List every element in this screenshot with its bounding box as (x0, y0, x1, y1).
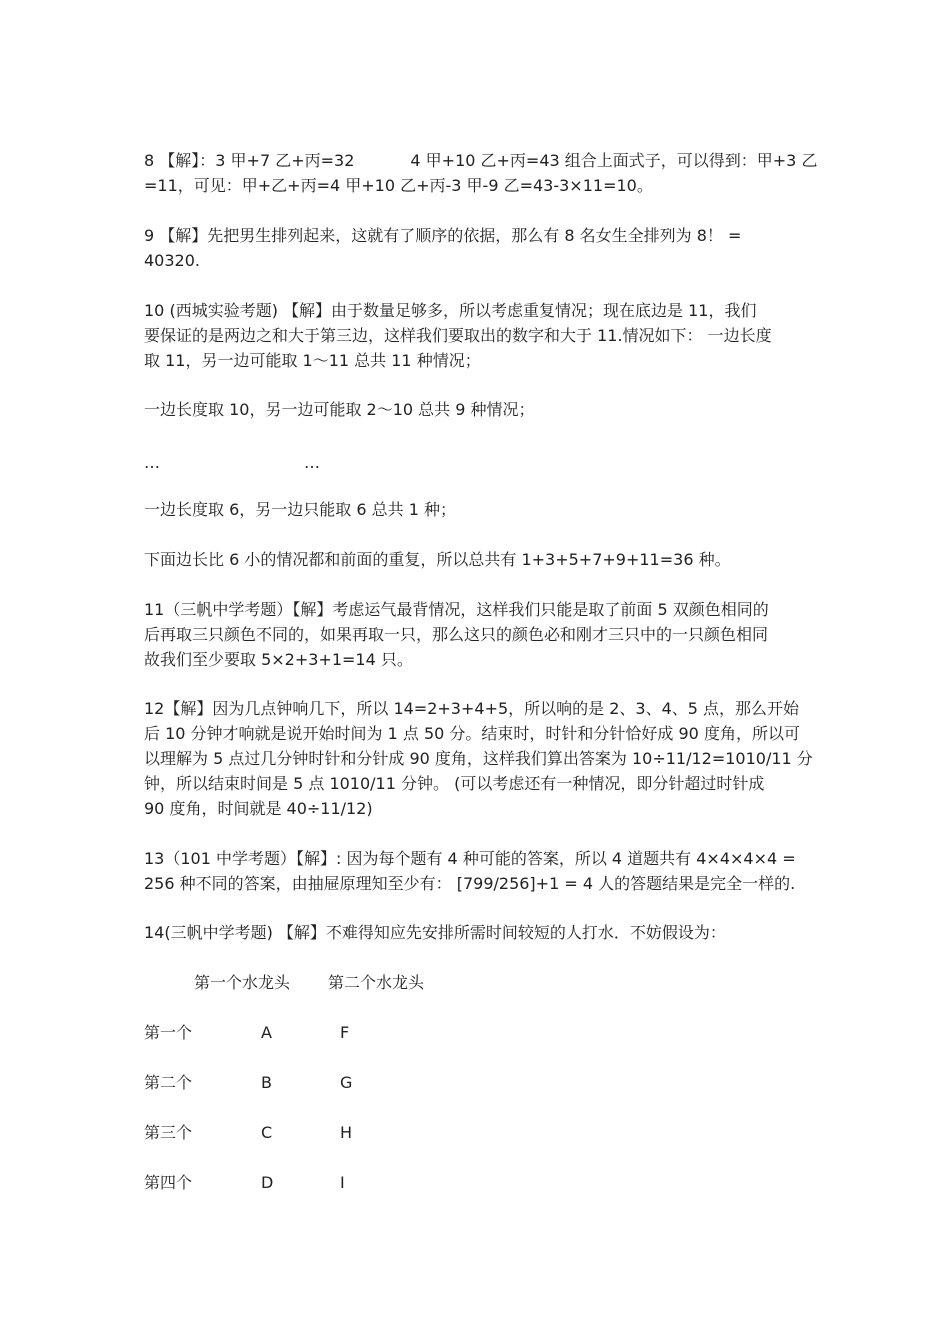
solution-9-line-2: 40320. (144, 251, 200, 270)
solution-12-line-3: 以理解为 5 点过几分钟时针和分针成 90 度角，这样我们算出答案为 10÷11/12=1010/11 分 (144, 749, 813, 768)
faucet-1-person: D (261, 1173, 274, 1192)
solution-11 (144, 597, 814, 672)
solution-8-line-1a: 8 【解】：3 甲+7 乙+丙=32 (144, 151, 355, 170)
faucet-header-1: 第一个水龙头 (194, 973, 291, 992)
solution-8 (144, 148, 818, 198)
solution-13-line-1: 13（101 中学考题）【解】: 因为每个题有 4 种可能的答案，所以 4 道题共有 4×4×4×4 = (144, 849, 796, 868)
solution-9-line-1: 9 【解】先把男生排列起来，这就有了顺序的依据，那么有 8 名女生全排列为 8！ = (144, 226, 742, 245)
solution-10 (144, 298, 814, 373)
solution-11-line-1: 11（三帆中学考题）【解】考虑运气最背情况，这样我们只能是取了前面 5 双颜色相同的 (144, 600, 769, 619)
solution-10-line-1: 10 (西城实验考题) 【解】由于数量足够多，所以考虑重复情况；现在底边是 11，我们 (144, 301, 757, 320)
ellipsis-left: … (144, 453, 160, 472)
solution-14-line-1: 14(三帆中学考题) 【解】不难得知应先安排所需时间较短的人打水．不妨假设为： (144, 923, 726, 942)
solution-13-line-2: 256 种不同的答案，由抽屉原理知至少有： [799/256]+1 = 4 人的答题结果是完全一样的. (144, 874, 796, 893)
solution-14 (144, 920, 814, 945)
solution-12-line-4: 钟，所以结束时间是 5 点 1010/11 分钟。 (可以考虑还有一种情况，即分针超过时针成 (144, 774, 765, 793)
solution-12-line-5: 90 度角，时间就是 40÷11/12) (144, 799, 373, 818)
row-label: 第二个 (144, 1073, 193, 1092)
faucet-2-person: H (340, 1123, 353, 1142)
faucet-header-2: 第二个水龙头 (328, 973, 425, 992)
faucet-1-person: A (261, 1023, 272, 1042)
solution-8-line-2: =11，可见：甲+乙+丙=4 甲+10 乙+丙-3 甲-9 乙=43-3×11=10。 (144, 176, 653, 195)
solution-12-line-2: 后 10 分钟才响就是说开始时间为 1 点 50 分。结束时，时针和分针恰好成 90 度角，所以可 (144, 724, 800, 743)
solution-10-conclusion: 下面边长比 6 小的情况都和前面的重复，所以总共有 1+3+5+7+9+11=36 种。 (144, 550, 731, 569)
faucet-2-person: F (340, 1023, 350, 1042)
solution-10-case-10: 一边长度取 10，另一边可能取 2～10 总共 9 种情况； (144, 400, 535, 419)
row-label: 第四个 (144, 1173, 193, 1192)
solution-10-line-3: 取 11，另一边可能取 1～11 总共 11 种情况； (144, 351, 481, 370)
solution-11-line-3: 故我们至少要取 5×2+3+1=14 只。 (144, 650, 413, 669)
solution-12-line-1: 12【解】因为几点钟响几下，所以 14=2+3+4+5，所以响的是 2、3、4、5 点，那么开始 (144, 699, 800, 718)
solution-12 (144, 696, 814, 821)
faucet-2-person: G (340, 1073, 353, 1092)
row-label: 第三个 (144, 1123, 193, 1142)
ellipsis-right: … (304, 453, 320, 472)
faucet-2-person: I (340, 1173, 345, 1192)
solution-9 (144, 223, 814, 273)
row-label: 第一个 (144, 1023, 193, 1042)
solution-8-line-1b: 4 甲+10 乙+丙=43 组合上面式子，可以得到：甲+3 乙 (410, 151, 818, 170)
solution-10-case-6: 一边长度取 6，另一边只能取 6 总共 1 种； (144, 500, 456, 519)
solution-11-line-2: 后再取三只颜色不同的，如果再取一只，那么这只的颜色必和刚才三只中的一只颜色相同 (144, 625, 769, 644)
solution-13 (144, 846, 814, 896)
faucet-1-person: C (261, 1123, 273, 1142)
faucet-1-person: B (261, 1073, 272, 1092)
solution-10-line-2: 要保证的是两边之和大于第三边，这样我们要取出的数字和大于 11.情况如下： 一边长度 (144, 326, 772, 345)
